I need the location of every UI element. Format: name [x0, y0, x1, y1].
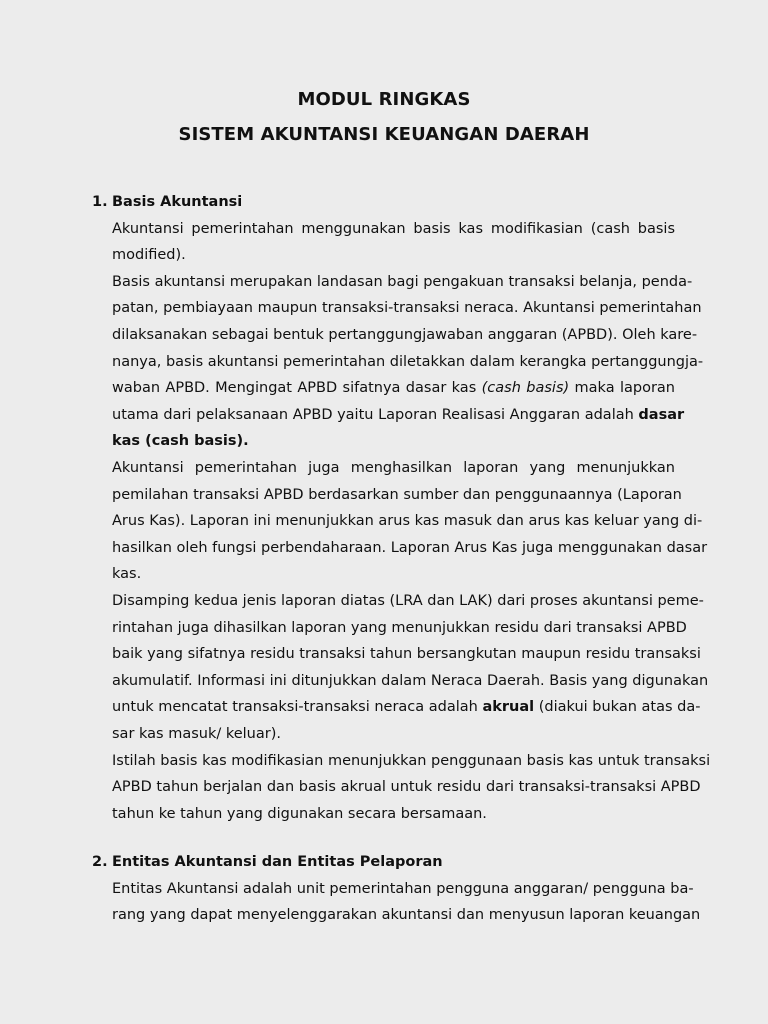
paragraph-line — [112, 458, 675, 478]
text-run: pemilahan transaksi APBD berdasarkan sumber dan penggunaannya (Laporan — [112, 487, 682, 503]
paragraph-line — [112, 378, 675, 398]
paragraph-line — [112, 671, 709, 691]
paragraph-line — [112, 777, 701, 797]
text-run: Istilah basis kas modifikasian menunjukkan penggunaan basis kas untuk transaksi — [112, 753, 711, 769]
text-run: hasilkan oleh fungsi perbendaharaan. Laporan Arus Kas juga menggunakan dasar — [112, 540, 708, 556]
text-run: Akuntansi pemerintahan juga menghasilkan laporan yang menunjukkan — [112, 460, 675, 476]
text-run: (diakui bukan atas da- — [534, 699, 701, 715]
paragraph-line — [112, 618, 687, 638]
text-run: Entitas Akuntansi adalah unit pemerintahan pengguna anggaran/ pengguna ba- — [112, 881, 694, 897]
section-heading — [92, 192, 242, 212]
paragraph-line — [112, 245, 675, 265]
paragraph-line — [112, 431, 675, 451]
document-title: MODUL RINGKAS — [297, 89, 471, 110]
paragraph-line — [112, 905, 701, 925]
text-run: APBD tahun berjalan dan basis akrual untuk residu dari transaksi-transaksi APBD — [112, 779, 701, 795]
text-run: nanya, basis akuntansi pemerintahan diletakkan dalam kerangka pertanggungja- — [112, 354, 704, 370]
text-run: rintahan juga dihasilkan laporan yang menunjukkan residu dari transaksi APBD — [112, 620, 687, 636]
text-run: akumulatif. Informasi ini ditunjukkan dalam Neraca Daerah. Basis yang digunakan — [112, 673, 709, 689]
paragraph-line — [112, 644, 701, 664]
text-run: untuk mencatat transaksi-transaksi neraca adalah — [112, 699, 483, 715]
section-number: 2. — [92, 854, 108, 870]
paragraph-line — [112, 352, 704, 372]
text-run: Akuntansi pemerintahan menggunakan basis kas modifikasian (cash basis — [112, 221, 675, 237]
paragraph-line — [112, 298, 702, 318]
text-run: dilaksanakan sebagai bentuk pertanggungjawaban anggaran (APBD). Oleh kare- — [112, 327, 698, 343]
text-run: baik yang sifatnya residu transaksi tahun bersangkutan maupun residu transaksi — [112, 646, 701, 662]
bold-text: dasar — [638, 407, 685, 423]
text-run: utama dari pelaksanaan APBD yaitu Laporan Realisasi Anggaran adalah — [112, 407, 639, 423]
paragraph-line — [112, 511, 703, 531]
bold-text: akrual — [482, 699, 535, 715]
text-run: modified). — [112, 247, 186, 263]
text-run: rang yang dapat menyelenggarakan akuntansi dan menyusun laporan keuangan — [112, 907, 701, 923]
paragraph-line — [112, 564, 675, 584]
text-run: maka laporan — [569, 380, 675, 396]
paragraph-line — [112, 219, 675, 239]
bold-text: kas (cash basis). — [112, 433, 249, 449]
document-subtitle: SISTEM AKUNTANSI KEUANGAN DAERAH — [178, 124, 590, 145]
text-run: Disamping kedua jenis laporan diatas (LRA dan LAK) dari proses akuntansi peme- — [112, 593, 704, 609]
paragraph-line — [112, 405, 685, 425]
section-number: 1. — [92, 194, 108, 210]
text-run: Basis akuntansi merupakan landasan bagi pengakuan transaksi belanja, penda- — [112, 274, 693, 290]
paragraph-line — [112, 804, 675, 824]
paragraph-line — [112, 724, 675, 744]
paragraph-line — [112, 485, 682, 505]
text-run: waban APBD. Mengingat APBD sifatnya dasar kas — [112, 380, 482, 396]
paragraph-line — [112, 879, 694, 899]
paragraph-line — [112, 538, 708, 558]
paragraph-line — [112, 325, 698, 345]
text-run: patan, pembiayaan maupun transaksi-transaksi neraca. Akuntansi pemerintahan — [112, 300, 702, 316]
section-title: Basis Akuntansi — [112, 194, 243, 210]
text-run: tahun ke tahun yang digunakan secara bersamaan. — [112, 806, 487, 822]
paragraph-line — [112, 751, 711, 771]
paragraph-line — [112, 272, 693, 292]
section-heading — [92, 852, 443, 872]
paragraph-line — [112, 697, 701, 717]
italic-text: (cash basis) — [481, 380, 570, 396]
paragraph-line — [112, 591, 704, 611]
text-run: kas. — [112, 566, 142, 582]
section-title: Entitas Akuntansi dan Entitas Pelaporan — [112, 854, 443, 870]
text-run: sar kas masuk/ keluar). — [112, 726, 281, 742]
text-run: Arus Kas). Laporan ini menunjukkan arus kas masuk dan arus kas keluar yang di- — [112, 513, 703, 529]
